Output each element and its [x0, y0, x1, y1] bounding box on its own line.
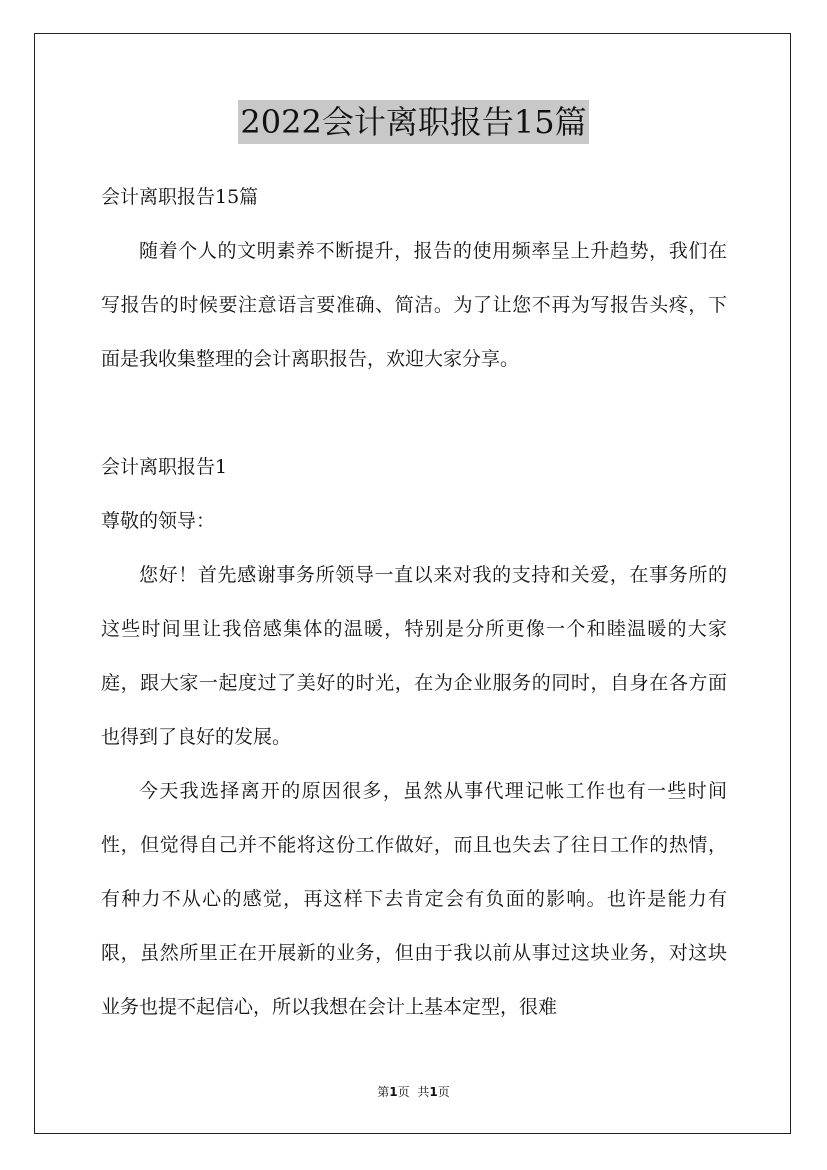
document-title: 2022会计离职报告15篇: [238, 100, 588, 144]
title-container: [0, 100, 827, 144]
document-subtitle: 会计离职报告15篇: [101, 186, 259, 208]
page-footer: [0, 1082, 827, 1102]
page-suffix: 页: [397, 1085, 410, 1099]
section-heading: 会计离职报告1: [101, 456, 228, 478]
intro-paragraph: 随着个人的文明素养不断提升，报告的使用频率呈上升趋势，我们在写报告的时候要注意语言要准确、简洁。为了让您不再为写报告头疼，下面是我收集整理的会计离职报告，欢迎大家分享。: [101, 240, 727, 370]
body-paragraph-1: 您好！首先感谢事务所领导一直以来对我的支持和关爱，在事务所的这些时间里让我倍感集体的温暖，特别是分所更像一个和睦温暖的大家庭，跟大家一起度过了美好的时光，在为企业服务的同时，自身在各方面也得到了良好的发展。: [101, 564, 727, 748]
total-prefix: 共: [417, 1085, 430, 1099]
body-paragraph-2: 今天我选择离开的原因很多，虽然从事代理记帐工作也有一些时间性，但觉得自己并不能将这份工作做好，而且也失去了往日工作的热情，有种力不从心的感觉，再这样下去肯定会有负面的影响。也许是能力有限，虽然所里正在开展新的业务，但由于我以前从事过这块业务，对这块业务也提不起信心，所以我想在会计上基本定型，很难: [101, 780, 727, 1018]
salutation: 尊敬的领导：: [101, 510, 216, 532]
total-pages: 1: [429, 1085, 438, 1099]
total-suffix: 页: [437, 1085, 450, 1099]
page-prefix: 第: [377, 1085, 390, 1099]
paragraph-gap: [101, 386, 727, 440]
document-body: [101, 170, 727, 1034]
page-number: 1: [389, 1085, 398, 1099]
